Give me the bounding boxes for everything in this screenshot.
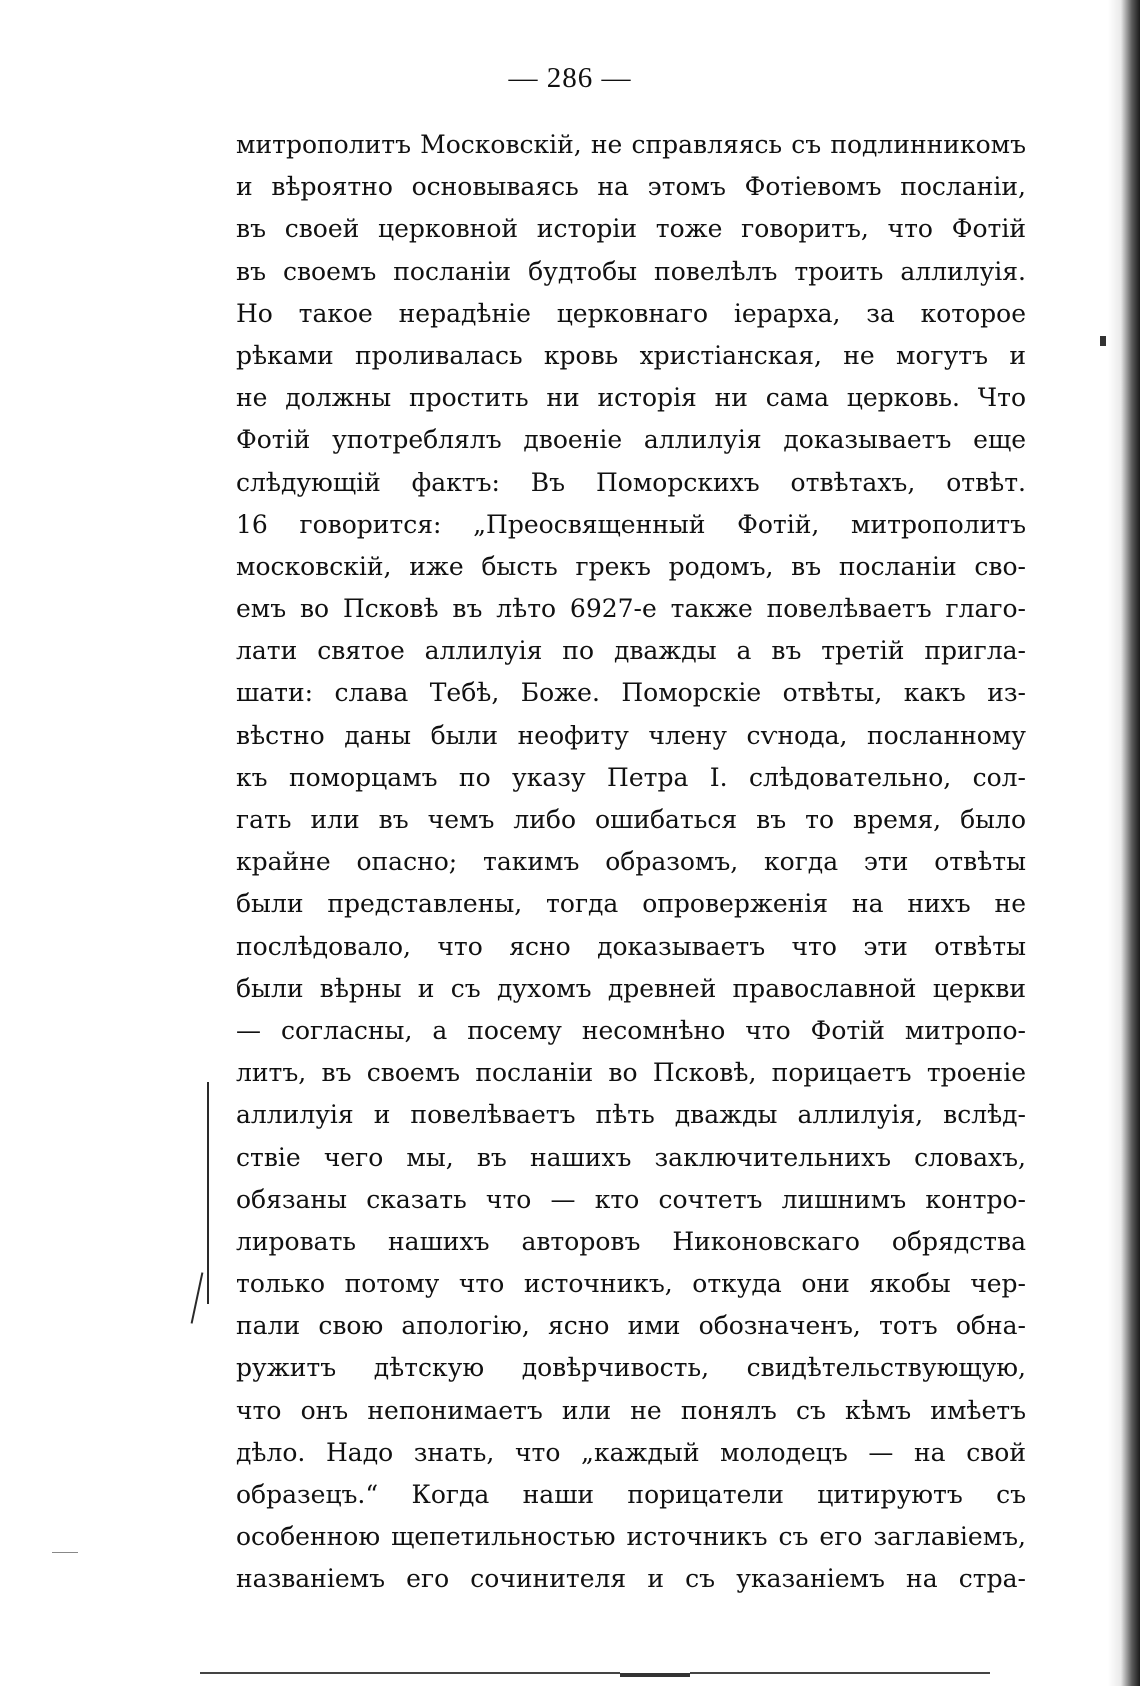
text-line: — согласны, а посему несомнѣно что Фотій митропо- bbox=[236, 1015, 1026, 1045]
text-line: слѣдующій фактъ: Въ Поморскихъ отвѣтахъ, отвѣт. bbox=[236, 467, 1026, 497]
text-line: митрополитъ Московскій, не справляясь съ подлинникомъ bbox=[236, 130, 1026, 159]
scan-edge-mark bbox=[1100, 336, 1106, 346]
text-line: были представлены, тогда опроверженія на нихъ не bbox=[236, 889, 1026, 919]
text-line: къ поморцамъ по указу Петра І. слѣдовательно, сол- bbox=[236, 762, 1026, 792]
text-line: въ своей церковной исторіи тоже говоритъ, что Фотій bbox=[236, 214, 1026, 244]
text-line: Но такое нерадѣніе церковнаго іерарха, за которое bbox=[236, 298, 1026, 328]
text-line: емъ во Псковѣ въ лѣто 6927-е также повелѣваетъ глаго- bbox=[236, 594, 1026, 624]
text-line: рѣками проливалась кровь христіанская, не могутъ и bbox=[236, 340, 1026, 370]
text-line: обязаны сказать что — кто сочтетъ лишнимъ контро- bbox=[236, 1184, 1026, 1214]
text-line: были вѣрны и съ духомъ древней православной церкви bbox=[236, 973, 1026, 1003]
text-line: Фотій употреблялъ двоеніе аллилуія доказываетъ еще bbox=[236, 425, 1026, 455]
text-line: московскій, иже бысть грекъ родомъ, въ посланіи сво- bbox=[236, 551, 1026, 581]
text-line: вѣстно даны были неофиту члену сѵнода, посланному bbox=[236, 720, 1026, 750]
margin-pencil-mark bbox=[207, 1082, 209, 1304]
text-line: шати: слава Тебѣ, Боже. Поморскіе отвѣты, какъ из- bbox=[236, 678, 1026, 708]
scan-artifact-line bbox=[620, 1673, 690, 1677]
text-line: литъ, въ своемъ посланіи во Псковѣ, порицаетъ троеніе bbox=[236, 1058, 1026, 1088]
text-line: ружитъ дѣтскую довѣрчивость, свидѣтельствующую, bbox=[236, 1353, 1026, 1383]
text-line: 16 говорится: „Преосвященный Фотій, митрополитъ bbox=[236, 509, 1026, 539]
text-line: гать или въ чемъ либо ошибаться въ то время, было bbox=[236, 805, 1026, 834]
text-line: дѣло. Надо знать, что „каждый молодецъ — на свой bbox=[236, 1437, 1026, 1467]
scan-artifact-line bbox=[52, 1552, 78, 1553]
page-number: — 286 — bbox=[508, 62, 632, 94]
scan-artifact-line bbox=[200, 1672, 620, 1674]
text-line: особенною щепетильностью источникъ съ его заглавіемъ, bbox=[236, 1522, 1026, 1552]
text-line: и вѣроятно основываясь на этомъ Фотіевомъ посланіи, bbox=[236, 172, 1026, 202]
text-line: въ своемъ посланіи будтобы повелѣлъ троить аллилуія. bbox=[236, 256, 1026, 286]
text-line: образецъ.“ Когда наши порицатели цитируютъ съ bbox=[236, 1480, 1026, 1509]
scan-page-edge-shadow bbox=[1108, 0, 1140, 1686]
text-line: аллилуія и повелѣваетъ пѣть дважды аллилуія, вслѣд- bbox=[236, 1100, 1026, 1130]
text-line: ствіе чего мы, въ нашихъ заключительнихъ словахъ, bbox=[236, 1142, 1026, 1172]
text-line: крайне опасно; такимъ образомъ, когда эти отвѣты bbox=[236, 847, 1026, 877]
text-line: лати святое аллилуія по дважды а въ третій пригла- bbox=[236, 636, 1026, 666]
scan-artifact-line bbox=[690, 1672, 990, 1674]
text-line: не должны простить ни исторія ни сама церковь. Что bbox=[236, 383, 1026, 413]
body-text bbox=[236, 124, 1026, 1601]
margin-pencil-mark bbox=[191, 1272, 204, 1323]
text-line: названіемъ его сочинителя и съ указаніемъ на стра- bbox=[236, 1564, 1026, 1594]
text-line: послѣдовало, что ясно доказываетъ что эти отвѣты bbox=[236, 931, 1026, 961]
text-line: пали свою апологію, ясно ими обозначенъ, тотъ обна- bbox=[236, 1311, 1026, 1341]
text-line: только потому что источникъ, откуда они якобы чер- bbox=[236, 1269, 1026, 1299]
text-line: что онъ непонимаетъ или не понялъ съ кѣмъ имѣетъ bbox=[236, 1395, 1026, 1425]
text-line: лировать нашихъ авторовъ Никоновскаго обрядства bbox=[236, 1226, 1026, 1256]
